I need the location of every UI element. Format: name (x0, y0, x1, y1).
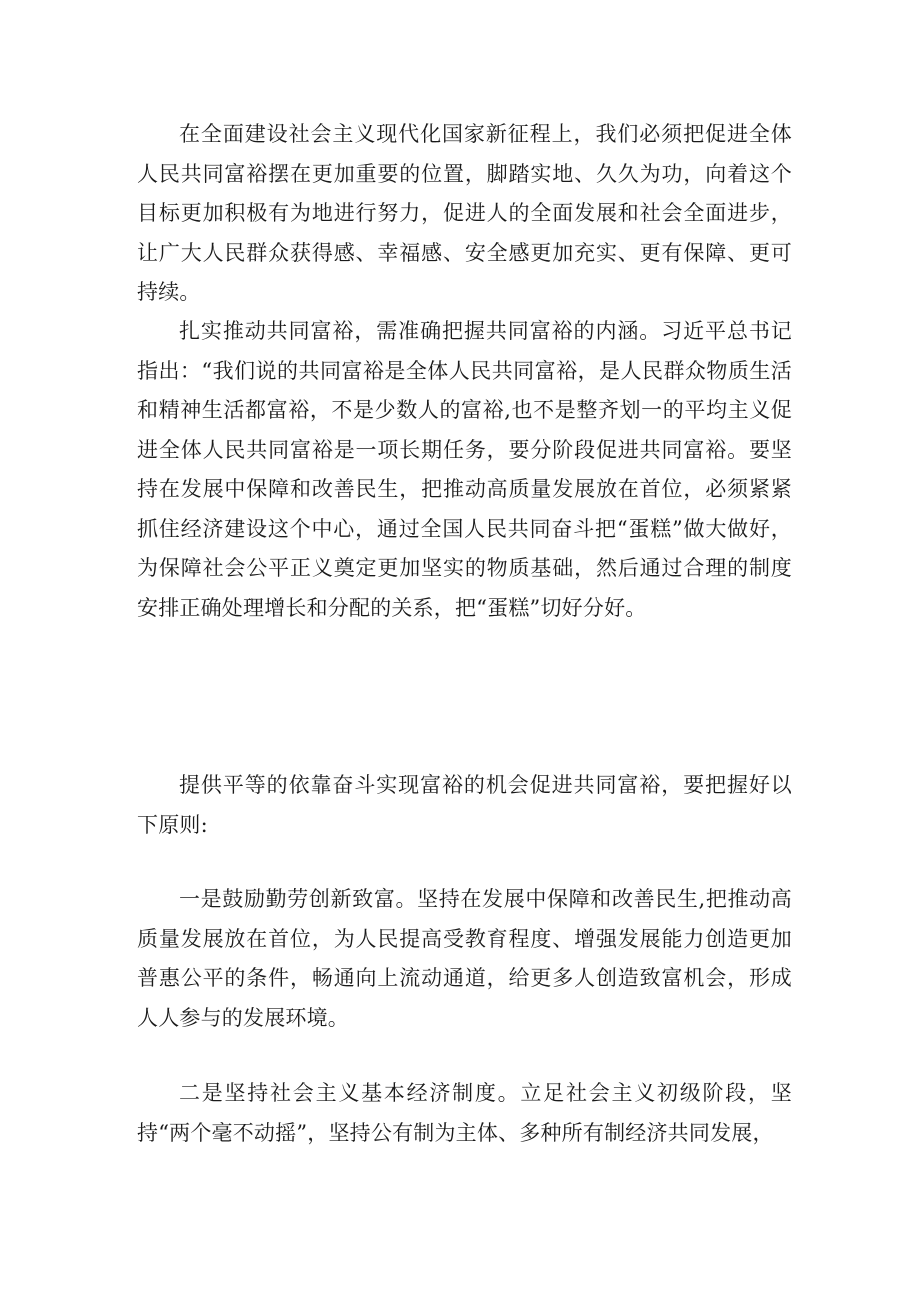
paragraph-common-prosperity-position: 在全面建设社会主义现代化国家新征程上，我们必须把促进全体人民共同富裕摆在更加重要的位置，脚踏实地、久久为功，向着这个目标更加积极有为地进行努力，促进人的全面发展和社会全面进步，让广大人民群众获得感、幸福感、安全感更加充实、更有保障、更可持续。 (137, 122, 792, 304)
paragraph-common-prosperity-meaning: 扎实推动共同富裕，需准确把握共同富裕的内涵。习近平总书记指出：“我们说的共同富裕是全体人民共同富裕，是人民群众物质生活和精神生活都富裕，不是少数人的富裕,也不是整齐划一的平均主义促进全体人民共同富裕是一项长期任务，要分阶段促进共同富裕。要坚持在发展中保障和改善民生，把推动高质量发展放在首位，必须紧紧抓住经济建设这个中心，通过全国人民共同奋斗把“蛋糕”做大做好，为保障社会公平正义奠定更加坚实的物质基础，然后通过合理的制度安排正确处理增长和分配的关系，把“蛋糕”切好分好。 (137, 319, 792, 620)
paragraph-principles-intro: 提供平等的依靠奋斗实现富裕的机会促进共同富裕，要把握好以下原则: (137, 773, 792, 837)
paragraph-principle-one: 一是鼓励勤劳创新致富。坚持在发展中保障和改善民生,把推动高质量发展放在首位，为人民提高受教育程度、增强发展能力创造更加普惠公平的条件，畅通向上流动通道，给更多人创造致富机会，形成人人参与的发展环境。 (137, 887, 792, 1030)
paragraph-principle-two: 二是坚持社会主义基本经济制度。立足社会主义初级阶段，坚持“两个毫不动摇”，坚持公有制为主体、多种所有制经济共同发展， (137, 1081, 792, 1145)
